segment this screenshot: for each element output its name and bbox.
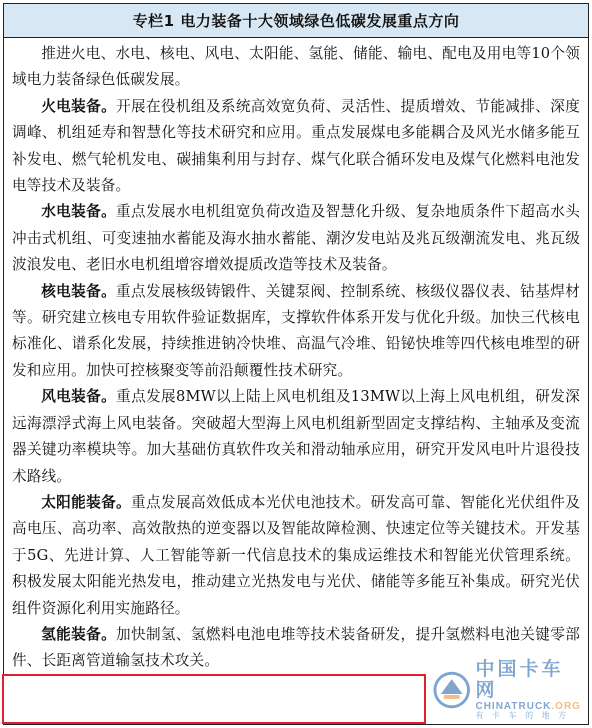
section-hydropower xyxy=(12,199,580,278)
section-wind-power xyxy=(12,384,580,490)
truck-logo-icon xyxy=(432,670,471,710)
section-heading: 核电装备。 xyxy=(41,282,117,300)
watermark-cn: 中国卡车网 xyxy=(475,658,564,702)
section-heading: 氢能装备。 xyxy=(41,625,117,643)
section-heading: 水电装备。 xyxy=(41,203,117,221)
section-nuclear-power xyxy=(12,279,580,385)
watermark-en-suffix: .ORG xyxy=(551,700,581,712)
watermark-logo xyxy=(432,658,584,722)
section-text: 加快制氢、氢燃料电池电堆等技术装备研发，提升氢燃料电池关键零部件、长距离管道输氢技术攻关。 xyxy=(12,625,580,670)
column-content xyxy=(4,38,588,675)
section-heading: 风电装备。 xyxy=(41,388,117,406)
section-heading: 火电装备。 xyxy=(41,97,117,115)
column-box xyxy=(3,3,589,725)
section-thermal-power xyxy=(12,94,580,200)
intro-paragraph: 推进火电、水电、核电、风电、太阳能、氢能、储能、输电、配电及用电等10个领域电力装备绿色低碳发展。 xyxy=(12,45,580,89)
watermark-en-main: CHINATRUCK xyxy=(475,700,552,712)
section-text: 重点发展水电机组宽负荷改造及智慧化升级、复杂地质条件下超高水头冲击式机组、可变速抽水蓄能及海水抽水蓄能、潮汐发电站及兆瓦级潮流发电、兆瓦级波浪发电、老旧水电机组增容增效提质改造等技术及装备。 xyxy=(12,203,580,274)
section-text: 重点发展8MW以上陆上风电机组及13MW以上海上风电机组，研发深远海漂浮式海上风电装备。突破超大型海上风电机组新型固定支撑结构、主轴承及变流器关键功率模块等。加大基础仿真软件攻关和滑动轴承应用，研究开发风电叶片退役技术路线。 xyxy=(12,388,580,485)
section-solar-power xyxy=(12,490,580,622)
watermark-text xyxy=(475,659,584,721)
section-text: 重点发展核级铸锻件、关键泵阀、控制系统、核级仪器仪表、钴基焊材等。研究建立核电专用软件验证数据库，支撑软件体系开发与优化升级。加快三代核电标准化、谱系化发展，持续推进钠冷快堆、高温气冷堆、铅铋快堆等四代核电堆型的研发和应用。加快可控核聚变等前沿颠覆性技术研究。 xyxy=(12,282,580,379)
watermark-sub: 有 卡 车 的 地 方 xyxy=(475,710,570,720)
section-heading: 太阳能装备。 xyxy=(41,493,132,511)
column-title: 专栏1 电力装备十大领域绿色低碳发展重点方向 xyxy=(4,4,588,38)
section-text: 重点发展高效低成本光伏电池技术。研发高可靠、智能化光伏组件及高电压、高功率、高效散热的逆变器以及智能故障检测、快速定位等关键技术。开发基于5G、先进计算、人工智能等新一代信息技术的集成运维技术和智能光伏管理系统。积极发展太阳能光热发电，推动建立光热发电与光伏、储能等多能互补集成。研究光伏组件资源化利用实施路径。 xyxy=(12,493,580,617)
section-text: 开展在役机组及系统高效宽负荷、灵活性、提质增效、节能减排、深度调峰、机组延寿和智慧化等技术研究和应用。重点发展煤电多能耦合及风光水储多能互补发电、燃气轮机发电、碳捕集利用与封存、煤气化联合循环发电及煤气化燃料电池发电等技术及装备。 xyxy=(12,97,580,195)
